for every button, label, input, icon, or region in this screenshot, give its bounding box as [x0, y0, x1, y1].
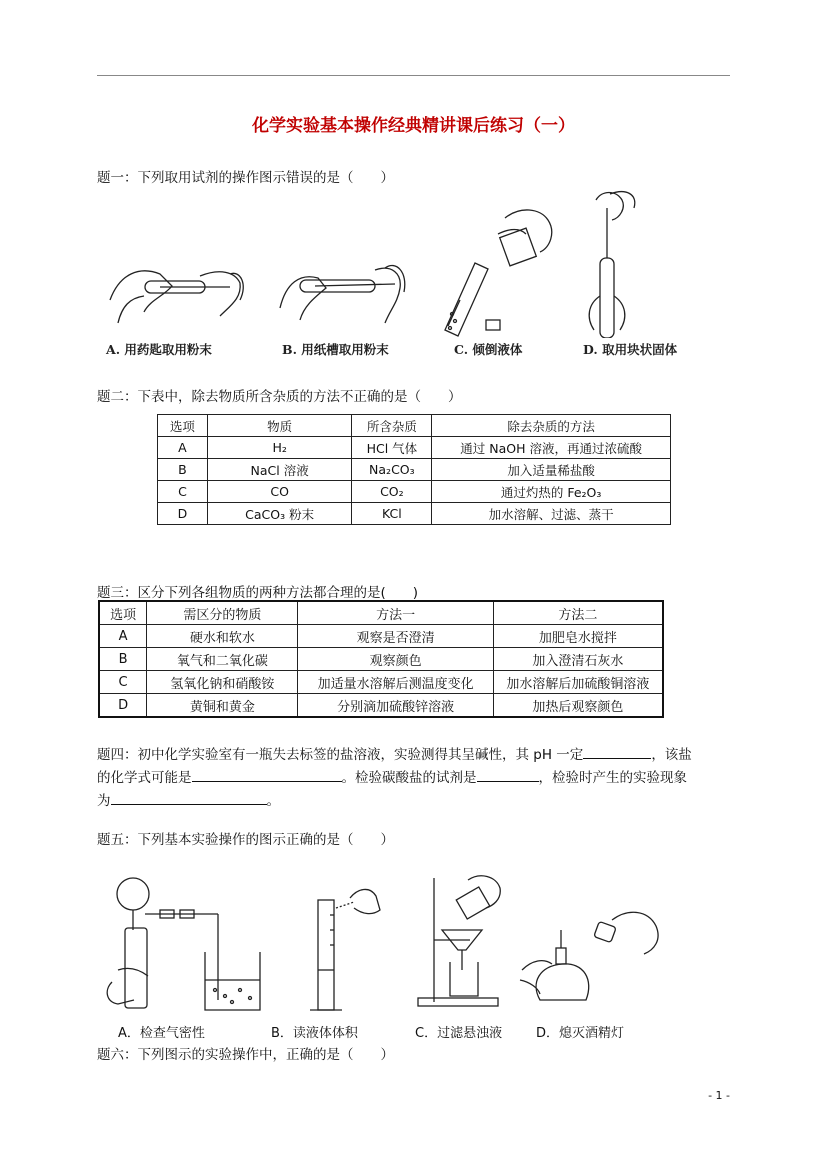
page-number: - 1 -	[708, 1089, 730, 1102]
header-rule	[97, 75, 730, 76]
table-header-cell: 方法二	[493, 601, 663, 625]
table-header-cell: 需区分的物质	[147, 601, 298, 625]
q1-figures	[100, 188, 720, 338]
table-header-cell: 选项	[99, 601, 147, 625]
figure-b-reading-volume	[310, 889, 380, 1010]
q4-text: 为	[97, 793, 111, 809]
q1-caption-c: C. 倾倒液体	[454, 342, 523, 357]
table-cell: H₂	[207, 437, 352, 459]
question-4-line-3	[97, 789, 280, 809]
question-4-line-1	[97, 743, 692, 763]
figure-d-block-solid	[589, 192, 635, 338]
figure-a-airtightness	[107, 878, 260, 1010]
q4-text: 的化学式可能是	[97, 770, 192, 786]
q4-text: 。	[266, 793, 280, 809]
q1-caption-a: A. 用药匙取用粉末	[106, 342, 212, 357]
table-cell: 加入澄清石灰水	[493, 648, 663, 671]
q1-caption-b: B. 用纸槽取用粉末	[282, 342, 389, 357]
q3-table	[98, 600, 664, 718]
table-cell: B	[158, 459, 208, 481]
table-row	[99, 648, 663, 671]
q5-caption-d: D．熄灭酒精灯	[536, 1026, 625, 1041]
table-cell: 加入适量稀盐酸	[432, 459, 671, 481]
table-row	[99, 694, 663, 718]
question-5-text: 题五：下列基本实验操作的图示正确的是（ ）	[97, 832, 394, 848]
table-cell: A	[158, 437, 208, 459]
q4-text: ，该盐	[651, 747, 692, 763]
table-cell: Na₂CO₃	[352, 459, 432, 481]
table-cell: 加热后观察颜色	[493, 694, 663, 718]
q5-caption-a: A．检查气密性	[118, 1026, 205, 1041]
figure-d-alcohol-lamp	[520, 912, 658, 1000]
table-cell: 加水溶解、过滤、蒸干	[432, 503, 671, 525]
table-cell: A	[99, 625, 147, 648]
table-cell: KCl	[352, 503, 432, 525]
table-row	[99, 671, 663, 694]
table-cell: 通过灼热的 Fe₂O₃	[432, 481, 671, 503]
table-header-row	[158, 415, 671, 437]
table-cell: B	[99, 648, 147, 671]
table-cell: 加适量水溶解后测温度变化	[298, 671, 493, 694]
q5-caption-c: C．过滤悬浊液	[415, 1026, 503, 1041]
table-cell: CO₂	[352, 481, 432, 503]
table-cell: C	[99, 671, 147, 694]
figure-c-filtering	[418, 876, 500, 1006]
table-row	[99, 625, 663, 648]
answer-blank[interactable]	[583, 745, 651, 759]
table-cell: 分别滴加硫酸锌溶液	[298, 694, 493, 718]
answer-blank[interactable]	[192, 768, 342, 782]
table-header-cell: 物质	[207, 415, 352, 437]
table-cell: CO	[207, 481, 352, 503]
q5-caption-b: B．读液体体积	[271, 1026, 358, 1041]
table-cell: 硬水和软水	[147, 625, 298, 648]
table-cell: D	[158, 503, 208, 525]
table-cell: 通过 NaOH 溶液，再通过浓硫酸	[432, 437, 671, 459]
table-cell: 氧气和二氧化碳	[147, 648, 298, 671]
table-row	[158, 459, 671, 481]
table-cell: 观察颜色	[298, 648, 493, 671]
page-title: 化学实验基本操作经典精讲课后练习（一）	[252, 116, 575, 136]
table-row	[158, 503, 671, 525]
table-cell: C	[158, 481, 208, 503]
table-cell: HCl 气体	[352, 437, 432, 459]
question-6-text: 题六：下列图示的实验操作中，正确的是（ ）	[97, 1047, 394, 1063]
table-cell: 观察是否澄清	[298, 625, 493, 648]
table-cell: NaCl 溶液	[207, 459, 352, 481]
question-2-text: 题二：下表中，除去物质所含杂质的方法不正确的是（ ）	[97, 389, 462, 405]
question-4-line-2	[97, 766, 687, 786]
q2-table	[157, 414, 671, 525]
answer-blank[interactable]	[111, 791, 267, 805]
figure-b-paper-trough	[280, 265, 405, 323]
table-header-cell: 方法一	[298, 601, 493, 625]
table-header-cell: 选项	[158, 415, 208, 437]
table-row	[158, 481, 671, 503]
q4-text: 题四：初中化学实验室有一瓶失去标签的盐溶液，实验测得其呈碱性，其 pH 一定	[97, 747, 584, 763]
table-header-cell: 除去杂质的方法	[432, 415, 671, 437]
question-1-text: 题一：下列取用试剂的操作图示错误的是（ ）	[97, 170, 394, 186]
question-3-text: 题三：区分下列各组物质的两种方法都合理的是( )	[97, 585, 419, 601]
table-cell: CaCO₃ 粉末	[207, 503, 352, 525]
table-header-cell: 所含杂质	[352, 415, 432, 437]
q4-text: ，检验时产生的实验现象	[538, 770, 687, 786]
answer-blank[interactable]	[477, 768, 539, 782]
table-cell: 黄铜和黄金	[147, 694, 298, 718]
q4-text: 。检验碳酸盐的试剂是	[341, 770, 477, 786]
table-cell: 加肥皂水搅拌	[493, 625, 663, 648]
figure-c-pouring	[445, 210, 552, 336]
figure-a-spatula	[110, 271, 243, 323]
table-header-row	[99, 601, 663, 625]
table-cell: 加水溶解后加硫酸铜溶液	[493, 671, 663, 694]
table-cell: 氢氧化钠和硝酸铵	[147, 671, 298, 694]
q1-caption-d: D. 取用块状固体	[583, 342, 678, 357]
q5-figures	[100, 870, 680, 1020]
table-cell: D	[99, 694, 147, 718]
table-row	[158, 437, 671, 459]
